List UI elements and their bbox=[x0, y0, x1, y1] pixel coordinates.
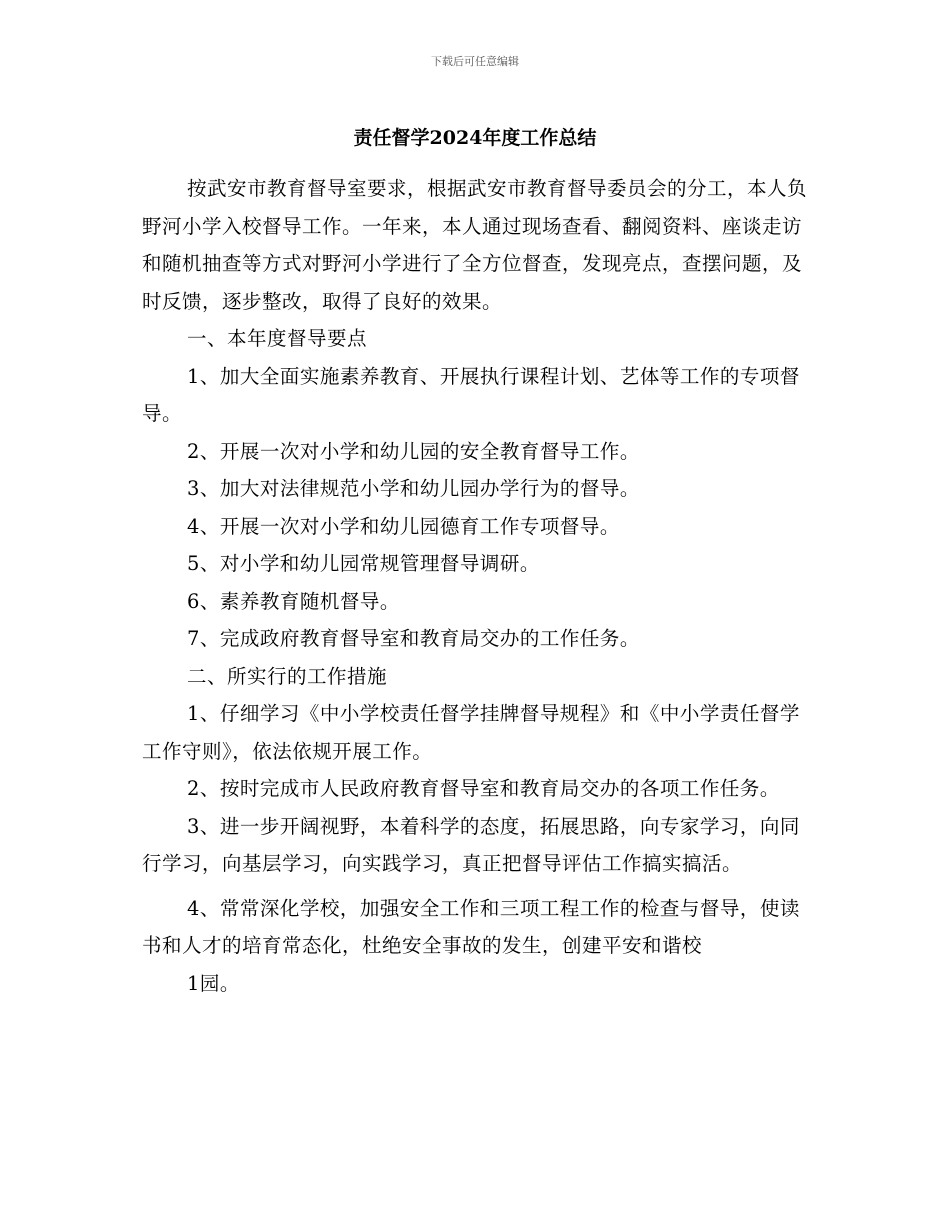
document-title: 责任督学2024年度工作总结 bbox=[353, 127, 597, 149]
section-heading-2: 二、所实行的工作措施 bbox=[187, 664, 388, 688]
list-item: 2、开展一次对小学和幼儿园的安全教育督导工作。 bbox=[187, 439, 640, 463]
header-note: 下载后可任意编辑 bbox=[431, 55, 519, 68]
list-item: 4、开展一次对小学和幼儿园德育工作专项督导。 bbox=[187, 514, 620, 538]
list-item: 4、常常深化学校，加强安全工作和三项工程工作的检查与督导，使读书和人才的培育常态化，杜绝安全事故的发生，创建平安和谐校 bbox=[142, 896, 800, 957]
list-item: 3、加大对法律规范小学和幼儿园办学行为的督导。 bbox=[187, 477, 640, 500]
list-item: 6、素养教育随机督导。 bbox=[187, 589, 400, 613]
page-tail: 1园。 bbox=[187, 971, 240, 995]
list-item: 2、按时完成市人民政府教育督导室和教育局交办的各项工作任务。 bbox=[187, 777, 780, 800]
list-item: 5、对小学和幼儿园常规管理督导调研。 bbox=[187, 552, 540, 575]
list-item: 7、完成政府教育督导室和教育局交办的工作任务。 bbox=[187, 627, 640, 650]
section-heading-1: 一、本年度督导要点 bbox=[187, 327, 368, 350]
document-body bbox=[142, 170, 817, 1002]
list-item: 3、进一步开阔视野，本着科学的态度，拓展思路，向专家学习，向同行学习，向基层学习，向实践学习，真正把督导评估工作搞实搞活。 bbox=[142, 814, 800, 875]
list-item: 1、加大全面实施素养教育、开展执行课程计划、艺体等工作的专项督导。 bbox=[142, 364, 800, 425]
list-item: 1、仔细学习《中小学校责任督学挂牌督导规程》和《中小学责任督学工作守则》，依法依规开展工作。 bbox=[142, 702, 800, 763]
intro-paragraph: 按武安市教育督导室要求，根据武安市教育督导委员会的分工，本人负野河小学入校督导工作。一年来，本人通过现场查看、翻阅资料、座谈走访和随机抽查等方式对野河小学进行了全方位督查，发现亮点，查摆问题，及时反馈，逐步整改，取得了良好的效果。 bbox=[142, 177, 808, 313]
